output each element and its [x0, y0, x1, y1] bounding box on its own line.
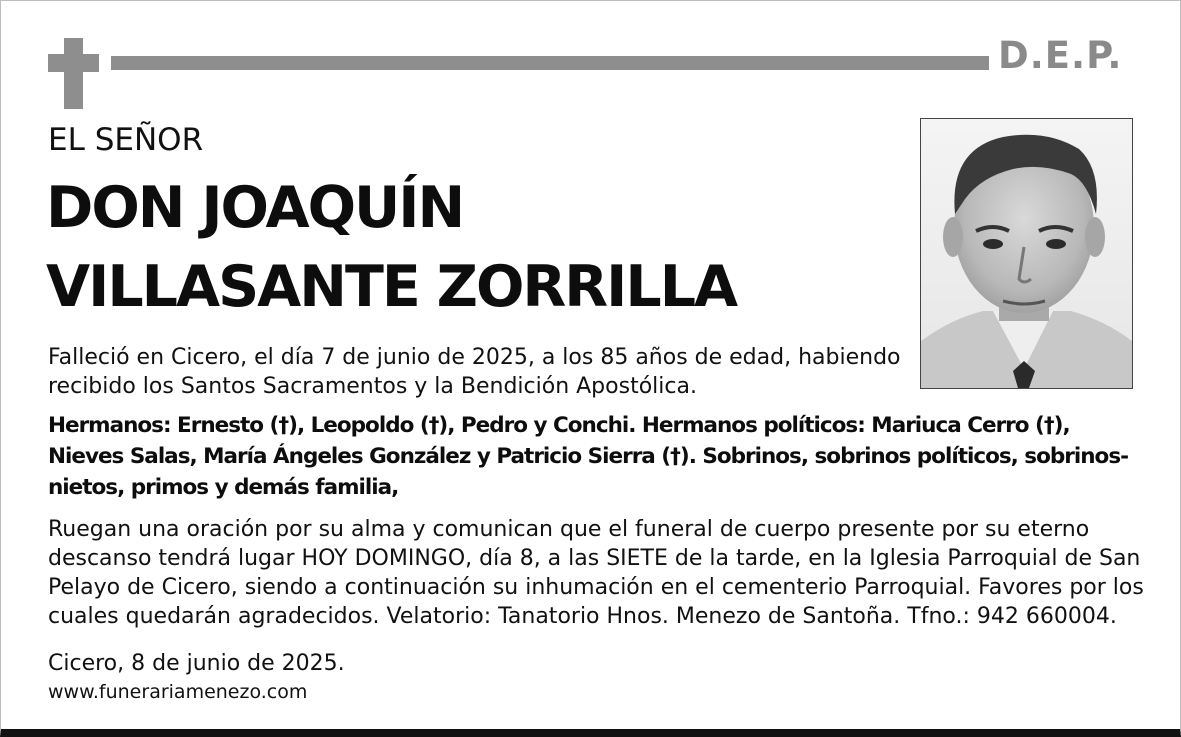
header-rule — [111, 56, 989, 70]
deceased-name-line2: VILLASANTE ZORRILLA — [46, 254, 737, 320]
death-announcement: Falleció en Cicero, el día 7 de junio de 2025, a los 85 años de edad, habiendo recibido los Santos Sacramentos y la Bendición Apostólica. — [48, 345, 901, 399]
funeral-home-website: www.funerariamenezo.com — [48, 681, 308, 703]
deceased-name-line1: DON JOAQUÍN — [46, 175, 464, 241]
portrait-photo — [920, 118, 1133, 389]
notice-date: Cicero, 8 de junio de 2025. — [48, 651, 345, 676]
dep-label: D.E.P. — [998, 34, 1123, 77]
funeral-details: Ruegan una oración por su alma y comunican que el funeral de cuerpo presente por su eterno descanso tendrá lugar HOY DOMINGO, día 8, a las SIETE de la tarde, en la Iglesia Parroquial de San Pelayo de Cicero, siendo a continuación su inhumación en el cementerio Parroquial. Favores por los cuales quedarán agradecidos. Velatorio: Tanatorio Hnos. Menezo de Santoña. Tfno.: 942 660004. — [48, 517, 1144, 629]
family-list: Hermanos: Ernesto (†), Leopoldo (†), Pedro y Conchi. Hermanos políticos: Mariuca Cerro (†), Nieves Salas, María Ángeles González y Patricio Sierra (†). Sobrinos, sobrinos políticos, sobrinos-nietos, primos y demás familia, — [48, 413, 1129, 500]
honorific: EL SEÑOR — [48, 122, 204, 158]
